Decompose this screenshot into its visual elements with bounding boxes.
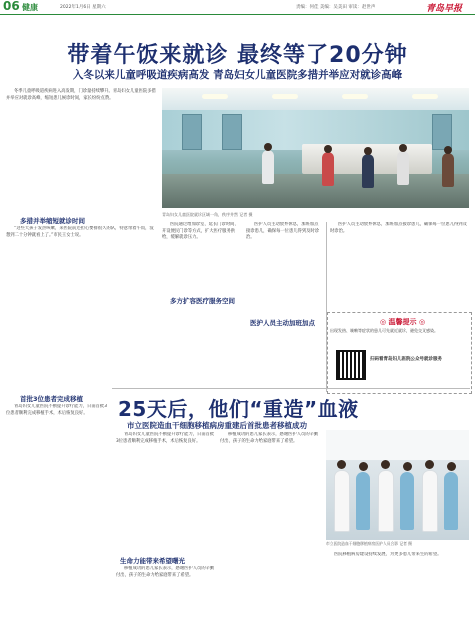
subhead-3: 多方扩容医疗服务空间	[170, 297, 235, 305]
column-7-text: 移植成功的患儿家长表示，感谢医护人员的辛勤付出，孩子的生命力给家庭带来了希望。	[116, 566, 215, 578]
column-1-text: “这些天孩子发热咳嗽，来医院前还担心要排很久的队，特意带着午饭，没想到二十分钟就看上了。”市民王女士说。	[6, 226, 154, 238]
qr-caption: 扫码看青岛妇儿医院公众号就诊服务	[370, 357, 442, 362]
editors-line: 责编：何佳 美编：吴美田 审读：赵世声	[296, 5, 376, 10]
column-9-text: 医院移植病房建设持续发展，为更多患儿带来生的希望。	[334, 552, 442, 557]
qr-code-icon[interactable]	[338, 352, 364, 378]
main-subheadline: 入冬以来儿童呼吸道疾病高发 青岛妇女儿童医院多措并举应对就诊高峰	[72, 69, 403, 81]
column-8-text: 移植成功的患儿家长表示，感谢医护人员的辛勤付出，孩子的生命力给家庭带来了希望。	[220, 432, 319, 444]
photo-caption: 青岛妇女儿童医院就诊区域一角，秩序井然 记者 摄	[162, 212, 253, 217]
subhead-5: 生命力能带来希望曙光	[120, 557, 185, 565]
tips-title: ◎ 温馨提示 ◎	[380, 318, 426, 326]
main-headline: 带着午饭来就诊 最终等了20分钟	[67, 43, 408, 68]
issue-date: 2022年1月6日 星期六	[60, 5, 106, 10]
page-number: 06	[3, 0, 20, 13]
second-headline: 25天后，他们“重造”血液	[118, 397, 359, 421]
subhead-4: 医护人员主动加班加点	[250, 319, 315, 327]
team-photo-caption: 市立医院造血干细胞移植病房医护人员合影 记者 摄	[326, 541, 412, 546]
page-header	[0, 0, 475, 15]
subhead-1: 多措并举缩短就诊时间	[20, 217, 85, 225]
hospital-photo	[162, 88, 469, 208]
column-2-text: 青岛妇女儿童医院不断提升诊疗能力，日前首批3位患者顺利完成移植手术，术后恢复良好。	[6, 404, 107, 416]
column-3-text: 医院通过增加诊室、延长门诊时间、开设便民门诊等方式，扩大医疗服务供给，缓解就诊压力。	[162, 222, 239, 241]
medical-team-photo	[326, 430, 469, 540]
column-5-text: 医护人员主动放弃休息，加班加点接诊患儿，确保每一位患儿得到及时诊治。	[330, 222, 467, 234]
newspaper-logo: 青岛早报	[426, 4, 463, 14]
subhead-2: 首批3位患者完成移植	[20, 395, 84, 403]
second-subheadline: 市立医院造血干细胞移植病房重建后首批患者移植成功	[127, 421, 307, 430]
section-name: 健康	[22, 3, 38, 12]
lead-paragraph: 冬季儿童呼吸道疾病进入高发期，门诊量持续攀升。青岛妇女儿童医院多措并举应对就诊高峰，缩短患儿候诊时间，家长纷纷点赞。	[6, 89, 156, 101]
column-4-text: 医护人员主动放弃休息，加班加点接诊患儿，确保每一位患儿得到及时诊治。	[246, 222, 320, 241]
column-6-text: 青岛妇女儿童医院不断提升诊疗能力，日前首批3位患者顺利完成移植手术，术后恢复良好。	[116, 432, 215, 444]
tips-text: 出现发热、咳嗽等症状的患儿可先就近就诊，避免交叉感染。	[330, 328, 438, 333]
